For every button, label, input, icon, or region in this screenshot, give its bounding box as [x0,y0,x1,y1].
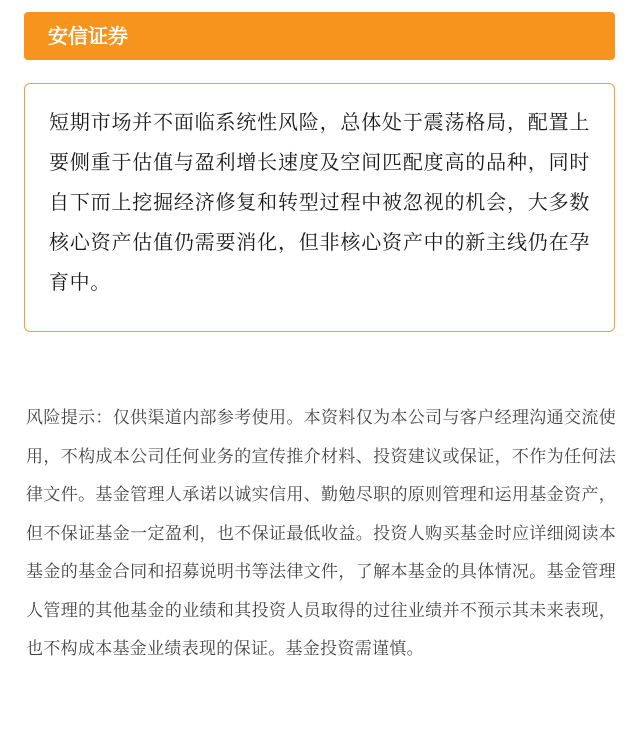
quote-box [24,83,615,332]
quote-text: 短期市场并不面临系统性风险，总体处于震荡格局，配置上要侧重于估值与盈利增长速度及空间匹配度高的品种，同时自下而上挖掘经济修复和转型过程中被忽视的机会，大多数核心资产估值仍需要消化，但非核心资产中的新主线仍在孕育中。 [49,110,590,294]
section-header [24,12,615,60]
section-title: 安信证券 [48,24,128,48]
risk-disclaimer: 风险提示：仅供渠道内部参考使用。本资料仅为本公司与客户经理沟通交流使用，不构成本公司任何业务的宣传推介材料、投资建议或保证，不作为任何法律文件。基金管理人承诺以诚实信用、勤勉尽职的原则管理和运用基金资产，但不保证基金一定盈利，也不保证最低收益。投资人购买基金时应详细阅读本基金的基金合同和招募说明书等法律文件，了解本基金的具体情况。基金管理人管理的其他基金的业绩和其投资人员取得的过往业绩并不预示其未来表现，也不构成本基金业绩表现的保证。基金投资需谨慎。 [26,408,616,659]
